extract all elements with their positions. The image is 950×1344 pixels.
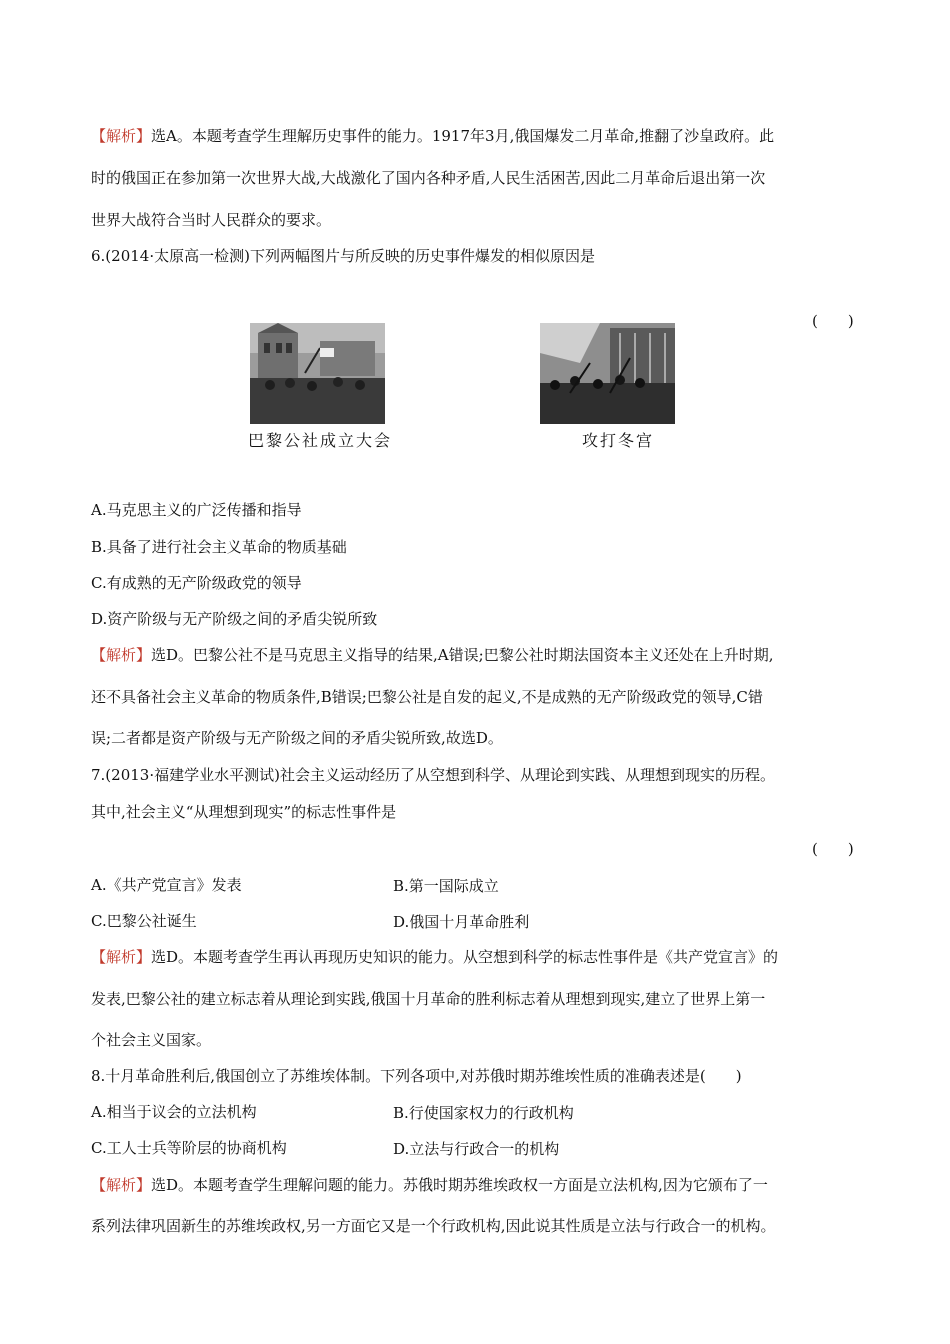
q8-option-d: D.立法与行政合一的机构 [393,1140,560,1158]
q6-analysis-tag: 【解析】 [91,646,152,664]
q6-image-storming-winter-palace [540,323,675,424]
q6-answer-paren: ( ) [812,312,854,330]
q7-analysis-line-2: 发表,巴黎公社的建立标志着从理论到实践,俄国十月革命的胜利标志着从理想到现实,建立了世界上第一 [91,990,766,1008]
q7-option-c: C.巴黎公社诞生 [91,912,197,930]
q8-option-b: B.行使国家权力的行政机构 [393,1104,574,1122]
q5-analysis-line-2: 时的俄国正在参加第一次世界大战,大战激化了国内各种矛盾,人民生活困苦,因此二月革命后退出第一次 [91,169,766,187]
q7-option-b: B.第一国际成立 [393,877,499,895]
q5-analysis-tag: 【解析】 [91,127,152,145]
q6-analysis-line-2: 还不具备社会主义革命的物质条件,B错误;巴黎公社是自发的起义,不是成熟的无产阶级政党的领导,C错 [91,688,763,706]
q6-option-a: A.马克思主义的广泛传播和指导 [91,501,302,519]
q7-option-a: A.《共产党宣言》发表 [91,876,242,894]
q8-option-a: A.相当于议会的立法机构 [91,1103,257,1121]
q8-stem: 8.十月革命胜利后,俄国创立了苏维埃体制。下列各项中,对苏俄时期苏维埃性质的准确表述是( ) [91,1067,742,1085]
q6-analysis-line-3: 误;二者都是资产阶级与无产阶级之间的矛盾尖锐所致,故选D。 [91,729,503,747]
q6-stem: 6.(2014·太原高一检测)下列两幅图片与所反映的历史事件爆发的相似原因是 [91,247,595,265]
q6-option-d: D.资产阶级与无产阶级之间的矛盾尖锐所致 [91,610,378,628]
q7-analysis-tag: 【解析】 [91,948,152,966]
q7-analysis-line-3: 个社会主义国家。 [91,1031,212,1049]
q6-analysis-line-1: 【解析】选D。巴黎公社不是马克思主义指导的结果,A错误;巴黎公社时期法国资本主义还处在上升时期, [91,646,774,664]
q6-option-b: B.具备了进行社会主义革命的物质基础 [91,538,347,556]
q7-answer-paren: ( ) [812,840,854,858]
q5-analysis-line-1: 【解析】选A。本题考查学生理解历史事件的能力。1917年3月,俄国爆发二月革命,推翻了沙皇政府。此 [91,127,775,145]
q6-option-c: C.有成熟的无产阶级政党的领导 [91,574,302,592]
q8-analysis-line-1: 【解析】选D。本题考查学生理解问题的能力。苏俄时期苏维埃政权一方面是立法机构,因为它颁布了一 [91,1176,768,1194]
q6-image1-caption: 巴黎公社成立大会 [248,431,393,450]
q8-analysis-line-2: 系列法律巩固新生的苏维埃政权,另一方面它又是一个行政机构,因此说其性质是立法与行政合一的机构。 [91,1217,776,1235]
q7-stem-line-2: 其中,社会主义“从理想到现实”的标志性事件是 [91,803,397,821]
q7-stem-line-1: 7.(2013·福建学业水平测试)社会主义运动经历了从空想到科学、从理论到实践、从理想到现实的历程。 [91,766,775,784]
q6-image-paris-commune [250,323,385,424]
q8-option-c: C.工人士兵等阶层的协商机构 [91,1139,287,1157]
q8-analysis-tag: 【解析】 [91,1176,152,1194]
q6-image2-caption: 攻打冬宫 [582,431,655,450]
q7-analysis-line-1: 【解析】选D。本题考查学生再认再现历史知识的能力。从空想到科学的标志性事件是《共产党宣言》的 [91,948,779,966]
q5-analysis-line-3: 世界大战符合当时人民群众的要求。 [91,211,332,229]
q7-option-d: D.俄国十月革命胜利 [393,913,530,931]
